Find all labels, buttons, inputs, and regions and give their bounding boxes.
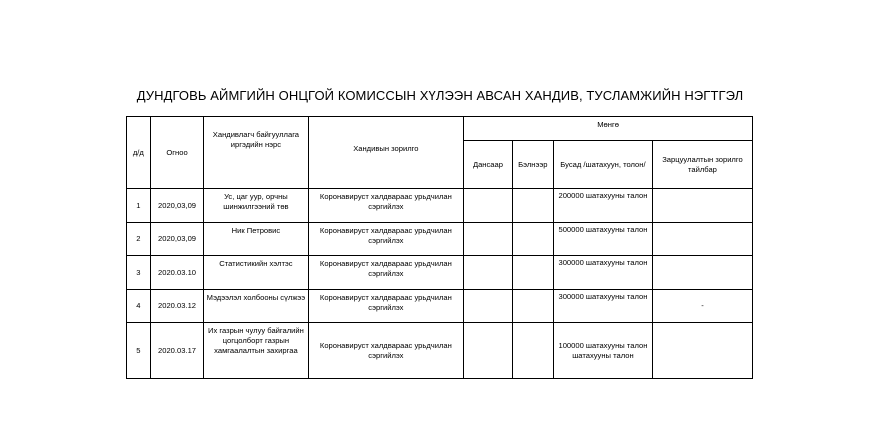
row-account [464, 223, 512, 256]
row-cash [512, 223, 553, 256]
row-other: 300000 шатахууны талон [553, 256, 652, 290]
row-date: 2020.03.12 [150, 290, 204, 323]
header-purpose-label: Хандивын зорилго [353, 144, 419, 153]
row-cash [512, 290, 553, 323]
row-purpose: Коронавируст халдвараас урьдчилан сэргийлэх [308, 323, 464, 379]
header-donor [204, 117, 308, 189]
row-date: 2020,03,09 [150, 223, 204, 256]
header-cash: Бэлнээр [512, 141, 553, 189]
row-num: 3 [127, 256, 151, 290]
donations-table [126, 116, 753, 379]
table-row [127, 223, 753, 256]
row-donor: Мэдээлэл холбооны сүлжээ [204, 290, 308, 323]
row-date: 2020,03,09 [150, 189, 204, 223]
header-account: Дансаар [464, 141, 512, 189]
row-other: 500000 шатахууны талон [553, 223, 652, 256]
row-spending [652, 189, 752, 223]
row-date: 2020.03.17 [150, 323, 204, 379]
header-date: Огноо [150, 117, 204, 189]
row-cash [512, 256, 553, 290]
row-num: 1 [127, 189, 151, 223]
row-purpose: Коронавируст халдвараас урьдчилан сэргийлэх [308, 189, 464, 223]
table-row [127, 323, 753, 379]
table-header-row [127, 117, 753, 141]
row-cash [512, 323, 553, 379]
header-purpose [308, 117, 464, 189]
row-spending: - [652, 290, 752, 323]
table-row [127, 189, 753, 223]
row-num: 5 [127, 323, 151, 379]
header-num: д/д [127, 117, 151, 189]
header-other: Бусад /шатахуун, толон/ [553, 141, 652, 189]
header-spending: Зарцуулалтын зорилго тайлбар [652, 141, 752, 189]
row-date: 2020.03.10 [150, 256, 204, 290]
table-row [127, 256, 753, 290]
row-account [464, 323, 512, 379]
row-account [464, 189, 512, 223]
row-cash [512, 189, 553, 223]
row-num: 2 [127, 223, 151, 256]
row-spending [652, 256, 752, 290]
row-spending [652, 223, 752, 256]
header-money: Мөнгө [464, 117, 753, 141]
row-donor: Их газрын чулуу байгалийн цогцолборт газрын хамгаалалтын захиргаа [204, 323, 308, 379]
row-donor: Ус, цаг уур, орчны шинжилгээний төв [204, 189, 308, 223]
row-spending [652, 323, 752, 379]
row-account [464, 290, 512, 323]
row-num: 4 [127, 290, 151, 323]
row-account [464, 256, 512, 290]
document-title: ДУНДГОВЬ АЙМГИЙН ОНЦГОЙ КОМИССЫН ХҮЛЭЭН АВСАН ХАНДИВ, ТУСЛАМЖИЙН НЭГТГЭЛ [136, 88, 744, 103]
table-row [127, 290, 753, 323]
row-donor: Статистикийн хэлтэс [204, 256, 308, 290]
row-purpose: Коронавируст халдвараас урьдчилан сэргийлэх [308, 290, 464, 323]
header-donor-label: Хандивлагч байгууллага иргэдийн нэрс [212, 130, 300, 149]
row-purpose: Коронавируст халдвараас урьдчилан сэргийлэх [308, 223, 464, 256]
row-other: 200000 шатахууны талон [553, 189, 652, 223]
row-donor: Ник Петровис [204, 223, 308, 256]
row-other: 300000 шатахууны талон [553, 290, 652, 323]
row-other: 100000 шатахууны талон шатахууны талон [553, 323, 652, 379]
row-purpose: Коронавируст халдвараас урьдчилан сэргийлэх [308, 256, 464, 290]
